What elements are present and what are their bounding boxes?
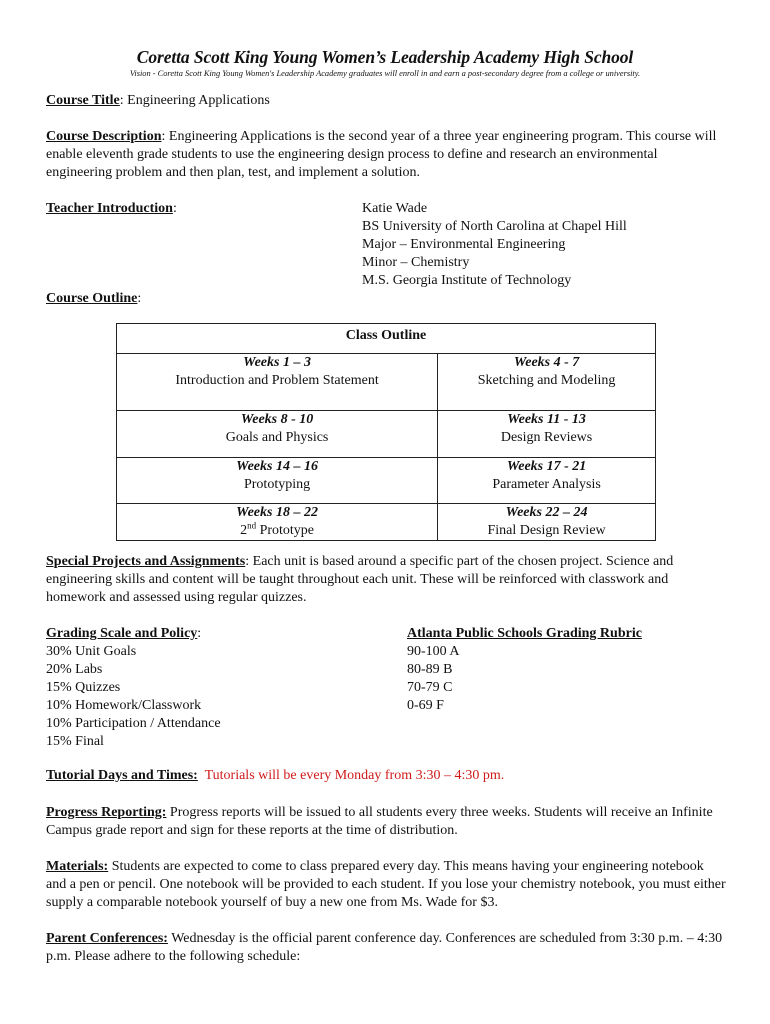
grading-colon: :: [197, 626, 202, 641]
outline-weeks: Weeks 18 – 22: [236, 505, 318, 520]
progress-reporting-section: [46, 804, 726, 840]
teacher-intro-colon: :: [172, 201, 177, 216]
grading-item: 20% Labs: [46, 662, 103, 677]
outline-topic: Introduction and Problem Statement: [175, 372, 379, 388]
teacher-minor: Minor – Chemistry: [362, 255, 470, 270]
outline-topic: Sketching and Modeling: [477, 372, 616, 388]
outline-weeks: Weeks 1 – 3: [243, 355, 311, 370]
grading-rubric-label: Atlanta Public Schools Grading Rubric: [407, 626, 642, 641]
outline-topic: Design Reviews: [500, 429, 593, 445]
outline-weeks: Weeks 22 – 24: [505, 505, 588, 520]
course-outline-colon: :: [137, 291, 142, 306]
outline-topic: [117, 519, 437, 540]
outline-topic-text: Prototype: [256, 522, 315, 538]
special-projects-text: : Each unit is based around a specific part of the chosen project. Science and engineering skills and content will be taught throughout each unit. These will be reinforced with classwork and homework and assessed using regular quizzes.: [46, 554, 674, 605]
course-title-value: : Engineering Applications: [119, 93, 270, 108]
grading-item: 15% Final: [46, 734, 104, 749]
tutorial-section: [46, 767, 726, 785]
outline-cell: [117, 458, 438, 504]
outline-topic-number: 2: [240, 522, 248, 538]
parent-conferences-section: [46, 930, 726, 966]
rubric-item: 0-69 F: [407, 698, 444, 713]
grading-item: 15% Quizzes: [46, 680, 121, 695]
teacher-intro-label: Teacher Introduction: [46, 201, 173, 216]
grading-item: 10% Homework/Classwork: [46, 698, 202, 713]
tutorial-text: Tutorials will be every Monday from 3:30 – 4:30 pm.: [204, 768, 505, 783]
rubric-item: 70-79 C: [407, 680, 453, 695]
outline-cell: [438, 354, 656, 411]
rubric-item: 80-89 B: [407, 662, 453, 677]
outline-cell: [438, 458, 656, 504]
course-description-section: [46, 128, 726, 182]
parent-conferences-text: Wednesday is the official parent conference day. Conferences are scheduled from 3:30 p.m. – 4:30 p.m. Please adhere to the following schedule:: [46, 931, 723, 964]
teacher-major: Major – Environmental Engineering: [362, 237, 566, 252]
school-title: Coretta Scott King Young Women’s Leadership Academy High School: [136, 47, 634, 67]
rubric-item: 90-100 A: [407, 644, 460, 659]
progress-reporting-label: Progress Reporting:: [46, 805, 167, 820]
class-outline-table: [116, 323, 656, 541]
grading-item: 30% Unit Goals: [46, 644, 137, 659]
outline-cell: [438, 504, 656, 541]
outline-cell: [117, 354, 438, 411]
course-outline-section: [46, 290, 726, 308]
teacher-name: Katie Wade: [362, 201, 428, 216]
outline-topic-ordinal: nd: [247, 519, 257, 530]
special-projects-label: Special Projects and Assignments: [46, 554, 246, 569]
vision-statement: Vision - Coretta Scott King Young Women's Leadership Academy graduates will enroll in and earn a post-secondary degree from a college or university.: [129, 69, 641, 78]
course-outline-label: Course Outline: [46, 291, 138, 306]
course-description-text: : Engineering Applications is the second year of a three year engineering program. This course will enable eleventh grade students to use the engineering design process to define and research an environmental engineering problem and then plan, test, and implement a solution.: [46, 129, 717, 180]
outline-weeks: Weeks 11 - 13: [507, 412, 586, 427]
outline-weeks: Weeks 17 - 21: [506, 459, 587, 474]
outline-topic: Prototyping: [243, 476, 311, 492]
grading-section: [46, 625, 376, 751]
special-projects-section: [46, 553, 726, 607]
outline-topic: Goals and Physics: [225, 429, 329, 445]
course-title-section: [46, 92, 726, 110]
outline-weeks: Weeks 14 – 16: [236, 459, 318, 474]
grading-rubric-section: [407, 625, 642, 715]
outline-weeks: Weeks 4 - 7: [513, 355, 580, 370]
tutorial-label: Tutorial Days and Times:: [46, 768, 198, 783]
parent-conferences-label: Parent Conferences:: [46, 931, 168, 946]
materials-section: [46, 858, 726, 912]
outline-topic: Final Design Review: [487, 522, 606, 538]
course-title-label: Course Title: [46, 93, 120, 108]
outline-cell: [117, 411, 438, 458]
course-description-label: Course Description: [46, 129, 162, 144]
teacher-info: [362, 200, 627, 290]
class-outline-title: Class Outline: [117, 324, 656, 354]
materials-label: Materials:: [46, 859, 109, 874]
grading-label: Grading Scale and Policy: [46, 626, 198, 641]
outline-cell: [117, 504, 438, 541]
materials-text: Students are expected to come to class prepared every day. This means having your engineering notebook and a pen or pencil. One notebook will be provided to each student. If you lose your chemistry notebook, you must either supply a comparable notebook yourself of buy a new one from Ms. Wade for $3.: [46, 859, 726, 910]
teacher-degree: BS University of North Carolina at Chapel Hill: [362, 219, 627, 234]
outline-weeks: Weeks 8 - 10: [240, 412, 314, 427]
teacher-masters: M.S. Georgia Institute of Technology: [362, 273, 572, 288]
outline-topic: Parameter Analysis: [492, 476, 601, 492]
progress-reporting-text: Progress reports will be issued to all students every three weeks. Students will receive an Infinite Campus grade report and sign for these reports at the time of distribution.: [46, 805, 713, 838]
outline-cell: [438, 411, 656, 458]
grading-item: 10% Participation / Attendance: [46, 716, 221, 731]
